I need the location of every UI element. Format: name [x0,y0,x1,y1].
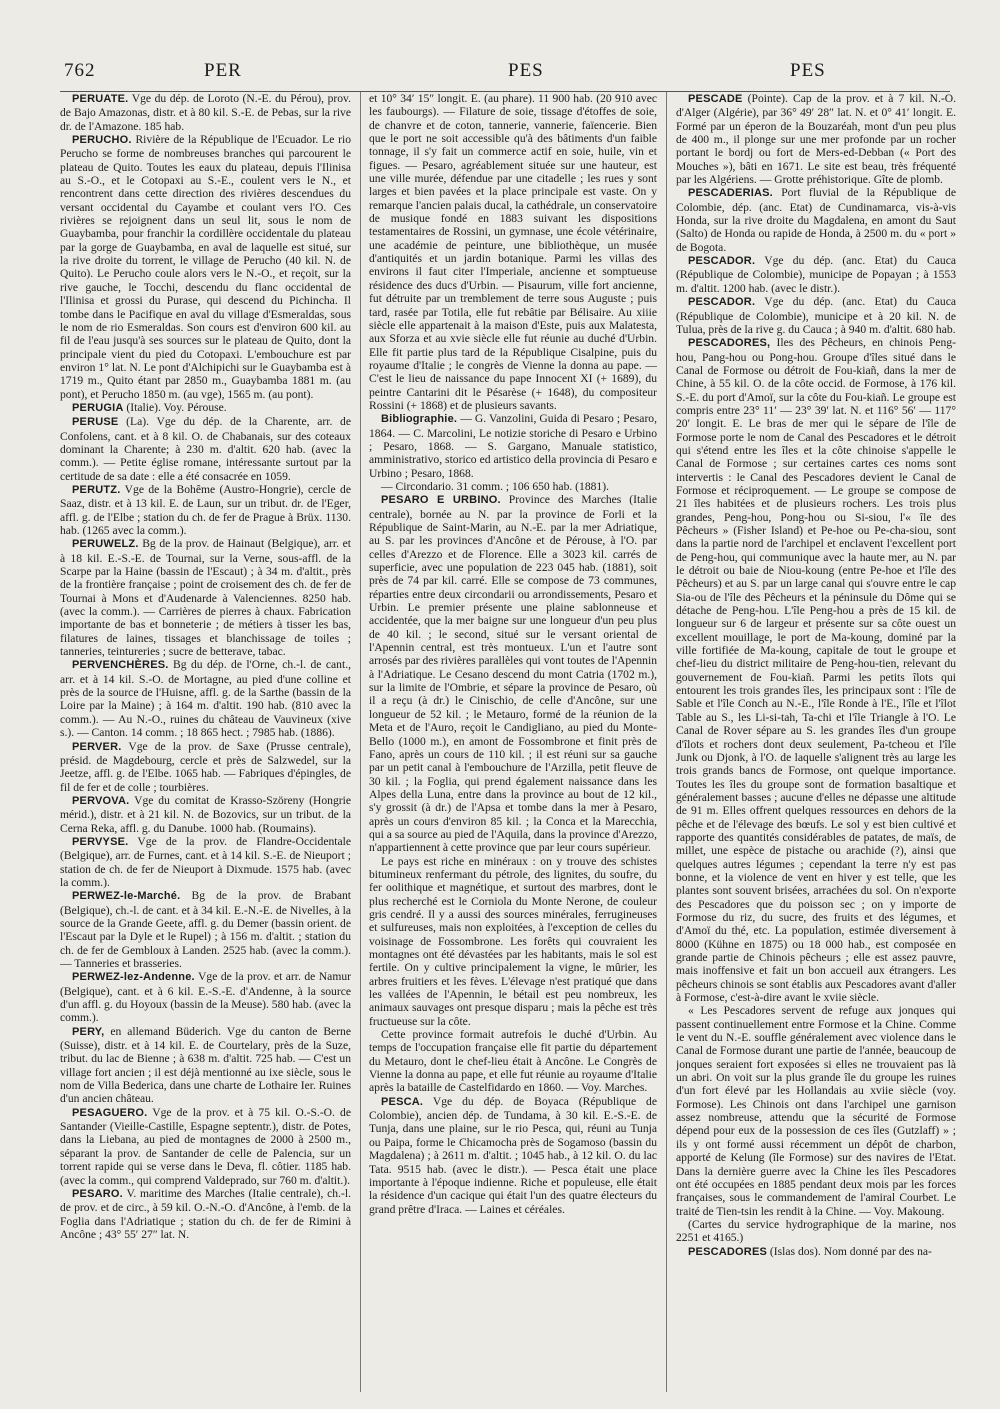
entry-text: Vge de la prov. et à 75 kil. O.-S.-O. de Santander (Vieille-Castille, Espagne septentr.), distr. de Potes, dans la Liebana, au pied de montagnes de 2000 à 2500 m., séparant la prov. de Santander de celle de Palencia, sur un torrent rapide qui se verse dans le Deva, fl. côtier. 1185 hab. (avec la comm., qui comprend Valdeprado, sur 760 m. d'altit.). [60,1105,351,1187]
dictionary-entry [369,1095,657,1216]
dictionary-entry [60,1025,351,1106]
entry-text: (La). Vge du dép. de la Charente, arr. de Confolens, cant. et à 8 kil. O. de Chabanais, sur des coteaux dominant la Charente; à 230 m. d'altit. 620 hab. (avec la comm.). — Petite église romane, intéressante surtout par la certitude de sa date : elle a été consacrée en 1059. [60,415,351,483]
dictionary-entry [60,133,351,401]
entry-text: « Les Pescadores servent de refuge aux jonques qui passent continuellement entre Formose et la Chine. Comme le vent du N.-E. souffle généralement avec violence dans le Canal de Formose durant une partie de l'année, beaucoup de jonques seraient fort exposées si elles ne trouvaient pas là un abri. On voit sur la plus grande île du groupe les ruines d'un fort élevé par les Hollandais au xviie siècle (voy. Formose). Les Chinois ont dans l'archipel une garnison assez nombreuse, attendu que la sécurité de Formose dépend pour eux de la possession de ces îles (Gutzlaff) » ; ils y ont formé aussi récemment un dépôt de charbon, apporté de Kelung (île Formose) sur des navires de l'Etat. Dans la dernière guerre avec la Chine les îles Pescadores ont été occupées en 1885 pendant deux mois par les forces françaises, sous le commandement de l'amiral Courbet. Le traité de Tien-tsin les rendit à la Chine. — Voy. Makoung. [676,1004,956,1218]
entry-text: Vge de la prov. de Saxe (Prusse centrale), présid. de Magdebourg, cercle et près de Salzwedel, sur la Jeetze, affl. g. de l'Elbe. 1065 hab. — Fabriques d'épingles, de fil de fer et de colle ; tourbières. [60,739,351,794]
entry-text: — G. Vanzolini, Guida di Pesaro ; Pesaro, 1864. — C. Marcolini, Le notizie storiche di Pesaro e Urbino ; Pesaro, 1868. — S. Gargano, Manuale statistico, amministrativo, storico ed artistico della provincia di Pesaro e Urbino ; Pesaro, 1868. [369,412,657,480]
entry-text: (Cartes du service hydrographique de la marine, nos 2251 et 4165.) [676,1217,956,1245]
dictionary-entry [676,1218,956,1245]
entry-headword: PERUWELZ. [72,538,139,551]
column-divider [360,92,361,1392]
entry-headword: PERUTZ. [72,483,121,496]
entry-headword: PERUSE [72,416,119,429]
dictionary-entry [676,295,956,336]
entry-headword: PERWEZ-le-Marché. [72,890,181,903]
column-2 [369,92,657,1392]
dictionary-entry [369,92,657,412]
entry-text: (Italie). Voy. Pérouse. [123,400,227,414]
entry-text: Vge du dép. de Boyaca (République de Colombie), ancien dép. de Tundama, à 30 kil. E.-S.-E. de Tunja, dans une plaine, sur le rio Pesca, qui, réuni au Tunja ou Paipa, forme le Chicamocha près de Sogamoso (bassin du Magdalena) ; à 2611 m. d'altit. ; 1045 hab., à 12 kil. O. du lac Tata. 9515 hab. (avec le distr.). — Pesca était une place importante à l'époque indienne. Riche et populeuse, elle était la résidence d'un cacique qui était l'un des quatre électeurs du grand prêtre d'Iraca. — Laines et céréales. [369,1094,657,1216]
entry-headword: PESCADOR. [688,255,756,268]
dictionary-entry [60,415,351,483]
entry-text: Vge de la prov. et arr. de Namur (Belgique), cant. et à 6 kil. E.-S.-E. d'Andenne, à la source d'un affl. g. du Hoyoux (bassin de la Meuse). 580 hab. (avec la comm.). [60,970,351,1025]
dictionary-entry [60,794,351,835]
entry-text: et 10° 34′ 15″ longit. E. (au phare). 11 900 hab. (20 910 avec les faubourgs). — Filature de soie, tissage d'étoffes de soie, de chanvre et de coton, tannerie, vannerie, faïencerie. Bien que le port ne soit accessible qu'à des bâtiments d'un faible tonnage, il s'y fait un commerce actif en soie, huile, vin et figues. — Pesaro, agréablement située sur une hauteur, est une ville murée, défendue par une citadelle ; les rues y sont larges et bien pavées et la place principale est vaste. On y remarque l'ancien palais ducal, la cathédrale, un conservatoire de musique fondé en 1883 suivant les dispositions testamentaires de Rossini, un gymnase, une école vétérinaire, une académie de peinture, une bibliothèque, un musée d'antiquités et un jardin botanique. Parmi les villas des environs il faut citer l'Imperiale, ancienne et somptueuse résidence des ducs d'Urbin. — Pisaurum, ville fort ancienne, fut détruite par un tremblement de terre sous Auguste ; puis tard, rasée par Totila, elle fut rebâtie par Bélisaire. Au xiiie siècle elle appartenait à la maison d'Este, puis aux Malatesta, aux Sforza et au xvie siècle elle fut réunie au duché d'Urbin. Elle fit partie plus tard de la République Cisalpine, puis du royaume d'Italie ; le congrès de Vienne la donna au pape. — C'est le lieu de naissance du pape Innocent XI (+ 1689), du peintre Cantarini dit le Pésarèse (+ 1648), du compositeur Rossini (+ 1868) et de plusieurs savants. [369,92,657,412]
entry-headword: PESCADOR. [688,296,756,309]
dictionary-entry [676,336,956,1004]
entry-headword: PESAGUERO. [72,1106,148,1119]
entry-text: Vge de la Bohême (Austro-Hongrie), cercle de Saaz, distr. et à 13 kil. E. de Laun, sur un tribut. dr. de l'Eger, affl. g. de l'Elbe ; station du ch. de fer de Prague à Brüx. 1130. hab. (1265 avec la comm.). [60,482,351,537]
entry-headword: PERVENCHÈRES. [72,659,169,672]
dictionary-entry [60,537,351,658]
entry-headword: PERUCHO. [72,134,132,147]
running-head-right: PES [790,60,826,81]
column-1 [60,92,351,1392]
running-head-left: PER [204,60,242,81]
page-number: 762 [64,60,96,81]
entry-headword: PESCA. [381,1095,424,1108]
entry-text: Rivière de la République de l'Ecuador. Le rio Perucho se forme de nombreuses branches qui parcourent le plateau de Quito. Toutes les eaux du plateau, depuis l'Ilinisa au S.-O., et le Cotopaxi au S.-E., coulent vers le N., et rencontrent dans cette direction des rivières descendues du versant occidental du Cayambe et coulant vers l'O. Ces rivières se rejoignent dans un seul lit, sous le nom de Guaybamba, pour franchir la cordillère occidentale du plateau par la gorge de Guaybamba, en aval de laquelle est situé, sur la rive droite du torrent, le village de Perucho (40 kil. N. de Quito). Le Perucho coule alors vers le N.-O., et reçoit, sur la rive gauche, le Tocchi, descendu du flanc occidental de l'Ilinisa et grossi du Purase, qui descend du Pichincha. Il tombe dans le Pacifique en aval du village d'Esmeraldas, sous le nom de rio Esmeraldas. Son cours est d'environ 600 kil. au fil de l'eau jusqu'à ses sources sur le plateau de Quito, dont la principale vient du pied du Cotopaxi. L'embouchure est par environ 1° lat. N. Le pont d'Alchipichi sur le Guaybamba est à 1719 m., Quito étant par 2850 m., Guaybamba 1881 m. (au pont), et Perucho 1850 m. (au vge), 1565 m. (au pont). [60,133,351,401]
entry-headword: PESCADE [688,93,743,105]
dictionary-entry [369,493,657,854]
entry-headword: PERUGIA [72,401,124,414]
dictionary-entry [60,1187,351,1241]
dictionary-entry [369,480,657,493]
entry-headword: PESCADORES [688,1245,768,1258]
dictionary-entry [676,1245,956,1259]
entry-text: Port fluvial de la République de Colombie, dép. (anc. Etat) de Cundinamarca, vis-à-vis Honda, sur la rive droite du Magdalena, en amont du Saut (Salto) de Honda ou rapide de Honda, à 2500 m. du « port » de Bogota. [676,186,956,254]
entry-text: — Circondario. 31 comm. ; 106 650 hab. (1881). [381,479,609,493]
dictionary-entry [60,889,351,970]
entry-headword: PERVYSE. [72,835,129,848]
dictionary-entry [60,483,351,537]
entry-headword: PESARO. [72,1187,123,1200]
entry-text: Le pays est riche en minéraux : on y trouve des schistes bitumineux renfermant du pétrole, des lignites, du soufre, du fer oolithique et magnétique, et surtout des marbres, dont le plus recherché est le Corniola du Monte Nerone, de couleur gris cendré. Il y a aussi des sources minérales, ferrugineuses et sulfureuses, mais non exploitées, à l'exception de celles du voisinage de Fossombrone. Les forêts qui couvraient les montagnes ont été dévastées par les habitants, mais le sol est fertile. On y cultive principalement la vigne, le mûrier, les arbres fruitiers et les fèves. L'élevage n'est pratiqué que dans les vallées de l'Apennin, le bétail est peu nombreux, les animaux sauvages ont presque disparu ; mais la pêche est très fructueuse sur la côte. [369,854,657,1028]
dictionary-entry [60,401,351,415]
entry-headword: Bibliographie. [381,413,458,426]
column-3 [676,92,956,1392]
entry-text: Bg du dép. de l'Orne, ch.-l. de cant., arr. et à 14 kil. S.-O. de Mortagne, au pied d'une colline et près de la source de l'Huisne, affl. g. de la Sarthe (bassin de la Loire par la Maine) ; à 164 m. d'altit. 190 hab. (810 avec la comm.). — Au N.-O., ruines du château de Vauvineux (xive s.). — Canton. 14 comm. ; 18 865 hect. ; 7985 hab. (1886). [60,658,351,740]
entry-text: (Islas dos). Nom donné par des na- [767,1244,932,1258]
dictionary-entry [369,855,657,1028]
entry-headword: PERUATE. [72,93,129,105]
entry-headword: PERVOVA. [72,794,130,807]
entry-text: V. maritime des Marches (Italie centrale), ch.-l. de prov. et de circ., à 59 kil. O.-N.-O. d'Ancône, à l'emb. de la Foglia dans l'Adriatique ; station du ch. de fer de Rimini à Ancône ; 43° 55′ 27″ lat. N. [60,1186,351,1241]
dictionary-entry [60,92,351,133]
dictionary-entry [676,1004,956,1218]
entry-headword: PERY, [72,1025,105,1038]
entry-text: Vge du dép. (anc. Etat) du Cauca (République de Colombie), municipe de Popayan ; à 1553 m. d'altit. 1200 hab. (avec le distr.). [676,254,956,295]
dictionary-entry [369,412,657,480]
dictionary-entry [676,186,956,254]
entry-headword: PERWEZ-lez-Andenne. [72,971,195,984]
dictionary-entry [60,1106,351,1187]
entry-text: Iles des Pêcheurs, en chinois Peng-hou, Pang-hou ou Pong-hou. Groupe d'îles situé dans le Canal de Formose ou détroit de Fou-kiañ, dans la mer de Chine, à 55 kil. O. de la côte occid. de Formose, à 176 kil. S.-E. du port d'Amoï, sur la côte du Fou-kiañ. Le groupe est compris entre 23° 11′ — 23° 39′ lat. N. et 116° 56′ — 117° 20′ longit. E. Le bras de mer qui le sépare de l'île de Formose porte le nom de Canal des Pescadores et le détroit qui s'étend entre les îles et la côte chinoise s'appelle le Canal de Formose ; sur certaines cartes ces noms sont intervertis : le Canal des Pescadores devient le Canal de Formose et réciproquement. — Le groupe se compose de 21 îles habitées et de plusieurs rochers. Les trois plus grandes, Peng-hou, Pong-hou ou Si-siou, l'« île des Pêcheurs » (Fisher Island) et Pe-hoe ou Pe-cha-siou, sont dans la partie nord de l'archipel et enclavent l'excellent port de Peng-hou, qui communique avec la haute mer, au N. par le détroit ou baie de Niou-koung (entre Pe-hoe et l'île des Pêcheurs) et au S. par un large canal qui s'ouvre entre le cap Sia-ou de l'île des Pêcheurs et la péninsule du Dôme qui se détache de Peng-hou. L'île Peng-hou a près de 15 kil. de longueur sur 6 de largeur et présente sur sa côte ouest un excellent mouillage, le port de Ma-koung, dominé par la ville fortifiée de Ma-koung, capitale de tout le groupe et chef-lieu du district militaire de Peng-hou-tien, relevant du gouvernement de Fou-kiañ. Parmi les petits îlots qui entourent les trois grandes îles, les principaux sont : l'île de Sable et l'île Conch au N.-E., l'île Ronde à l'E., l'île et l'îlot Table au S., les Li-si-tah, Ta-chi et l'île Triangle à l'O. Le Canal de Rover sépare au S. les grandes îles d'un groupe d'îlots et rochers dont deux seulement, Pa-tcheou et l'île Junk ou Djonk, à l'O. de laquelle s'alignent très au large les trois grands bancs de Formose, ont quelque importance. Toutes les îles du groupe sont de formation basaltique et généralement basses ; aucune d'elles ne dépasse une altitude de 91 m. Elles offrent quelques ressources en dehors de la pêche et de l'élevage des bœufs. Le sol y est bien cultivé et rapporte des quantités considérables de patates, de maïs, de millet, une espèce de pistache ou arachide (?), ainsi que quelques autres légumes ; cependant la terre n'y est pas bonne, et la violence de vent en hiver y est telle, que les plantes sont souvent brisées, arrachées du sol. On n'exporte des Pescadores que du poisson sec ; on y importe de Formose du riz, du sucre, des fruits et des légumes, et d'Amoï du thé, etc. La population, estimée diversement à 8000 (Kühne en 1875) ou 18 000 hab., est composée en grande partie de Chinois pêcheurs ; elle est assez pauvre, mais inoffensive et fait un bon accueil aux étrangers. Les pêcheurs chinois se sont établis aux Pescadores avant d'aller à Formose, c'est-à-dire avant le xviie siècle. [676,336,956,1005]
entry-headword: PESCADERIAS. [688,187,773,200]
entry-text: Vge de la prov. de Flandre-Occidentale (Belgique), arr. de Furnes, cant. et à 14 kil. S.-E. de Nieuport ; station de ch. de fer de Nieuport à Dixmude. 1575 hab. (avec la comm.). [60,834,351,889]
entry-headword: PESARO E URBINO. [381,494,501,507]
entry-text: Bg de la prov. de Hainaut (Belgique), arr. et à 18 kil. E.-S.-E. de Tournai, sur la Verne, sous-affl. de la Scarpe par la Haine (bassin de l'Escaut) ; à 34 m. d'altit., près de la frontière française ; point de croisement des ch. de fer de Tournai à Mons et d'Audenarde à Valenciennes. 8250 hab. (avec la comm.). — Carrières de pierres à chaux. Fabrication importante de bas et bonneterie ; de métiers à tisser les bas, filatures de laines, tissages et blanchissage de toiles ; tanneries, teintureries ; sucre de betterave, tabac. [60,537,351,659]
dictionary-entry [60,658,351,739]
entry-text: Vge du comitat de Krasso-Szöreny (Hongrie mérid.), distr. et à 21 kil. N. de Bozovics, sur un tribut. de la Cerna Reka, affl. g. du Danube. 1000 hab. (Roumains). [60,793,351,835]
dictionary-entry [676,254,956,295]
entry-text: Province des Marches (Italie centrale), bornée au N. par la province de Forli et la République de Saint-Marin, au N.-E. par la mer Adriatique, au S. par les provinces d'Ancône et de Pérouse, à l'O. par celles d'Arezzo et de Florence. Elle a 3023 kil. carrés de superficie, avec une population de 223 045 hab. (1881), soit près de 74 par kil. carré. Elle se compose de 73 communes, réparties entre deux circondarii ou arrondissements, Pesaro et Urbin. Le premier présente une plaine sablonneuse et accidentée, que la mer baigne sur une longueur d'un peu plus de 40 kil. ; le second, situé sur le versant oriental de l'Apennin central, est très montueux. L'un et l'autre sont arrosés par des rivières parallèles qui vont toutes de l'Apennin à l'Adriatique. Le Cesano descend du mont Catria (1702 m.), sur la limite de l'Ombrie, et sépare la province de Pesaro, où il a reçu (à dr.) le Cinischio, de celle d'Ancône, sur une longueur de 52 kil. ; le Metauro, formé de la réunion de la Meta et de l'Auro, reçoit le Candigliano, au pied du Monte-Bello (1000 m.), en amont de Fossombrone et finit près de Fano, après un cours de 110 kil. ; il est réuni sur sa gauche par un petit canal à l'embouchure de l'Arzilla, petit fleuve de 30 kil. ; la Foglia, qui prend également naissance dans les Alpes della Luna, entre dans la province au bout de 12 kil., s'y grossit (à dr.) de l'Apsa et tombe dans la mer à Pesaro, après un cours d'environ 85 kil. ; la Conca et la Marecchia, qui a sa source au pied de l'Aquila, dans la province d'Arezzo, n'appartiennent à cette province que par leur cours supérieur. [369,493,657,855]
dictionary-entry [60,970,351,1024]
running-head-center: PES [508,60,544,81]
entry-text: (Pointe). Cap de la prov. et à 7 kil. N.-O. d'Alger (Algérie), par 36° 49′ 28″ lat. N. et 0° 41′ longit. E. Formé par un éperon de la Bouzaréah, mont d'un peu plus de 400 m., il plonge sur une mer profonde par un rocher portant le bordj ou fort de Mers-ed-Debban (« Port des Mouches »), bâti en 1671. Le site est beau, très fréquenté par les Algériens. — Grotte préhistorique. Gîte de plomb. [676,92,956,187]
dictionary-entry [676,92,956,186]
entry-text: Vge du dép. (anc. Etat) du Cauca (République de Colombie), municipe et à 20 kil. N. de Tulua, près de la rive g. du Cauca ; à 940 m. d'altit. 680 hab. [676,295,956,336]
entry-headword: PERVER. [72,740,122,753]
column-divider [666,92,667,1392]
entry-text: Bg de la prov. de Brabant (Belgique), ch.-l. de cant. et à 34 kil. E.-N.-E. de Nivelles, à la source de la Grande Geete, affl. g. du Demer (bassin orient. de l'Escaut par la Dyle et le Rupel) ; à 156 m. d'altit. ; station du ch. de fer de Gembloux à Landen. 2525 hab. (avec la comm.). — Tanneries et brasseries. [60,889,351,970]
entry-text: Vge du dép. de Loroto (N.-E. du Pérou), prov. de Bajo Amazonas, distr. et à 80 kil. S.-E. de Pebas, sur la rive dr. de l'Amazone. 185 hab. [60,92,351,133]
dictionary-entry [369,1028,657,1095]
entry-text: en allemand Büderich. Vge du canton de Berne (Suisse), distr. et à 14 kil. E. de Courtelary, près de la Suze, tribut. du lac de Bienne ; à 638 m. d'altit. 725 hab. — C'est un village fort ancien ; il est déjà mentionné au ixe siècle, sous le nom de Villa Bederica, dans une charte de Lothaire Ier. Ruines d'un ancien château. [60,1024,351,1106]
entry-text: Cette province formait autrefois le duché d'Urbin. Au temps de l'occupation française elle fit partie du département du Metauro, dont le chef-lieu était à Ancône. Le Congrès de Vienne la donna au pape, et elle fut réunie au royaume d'Italie après la bataille de Castelfidardo en 1860. — Voy. Marches. [369,1028,657,1095]
dictionary-entry [60,740,351,794]
dictionary-entry [60,835,351,889]
entry-headword: PESCADORES, [688,337,771,350]
